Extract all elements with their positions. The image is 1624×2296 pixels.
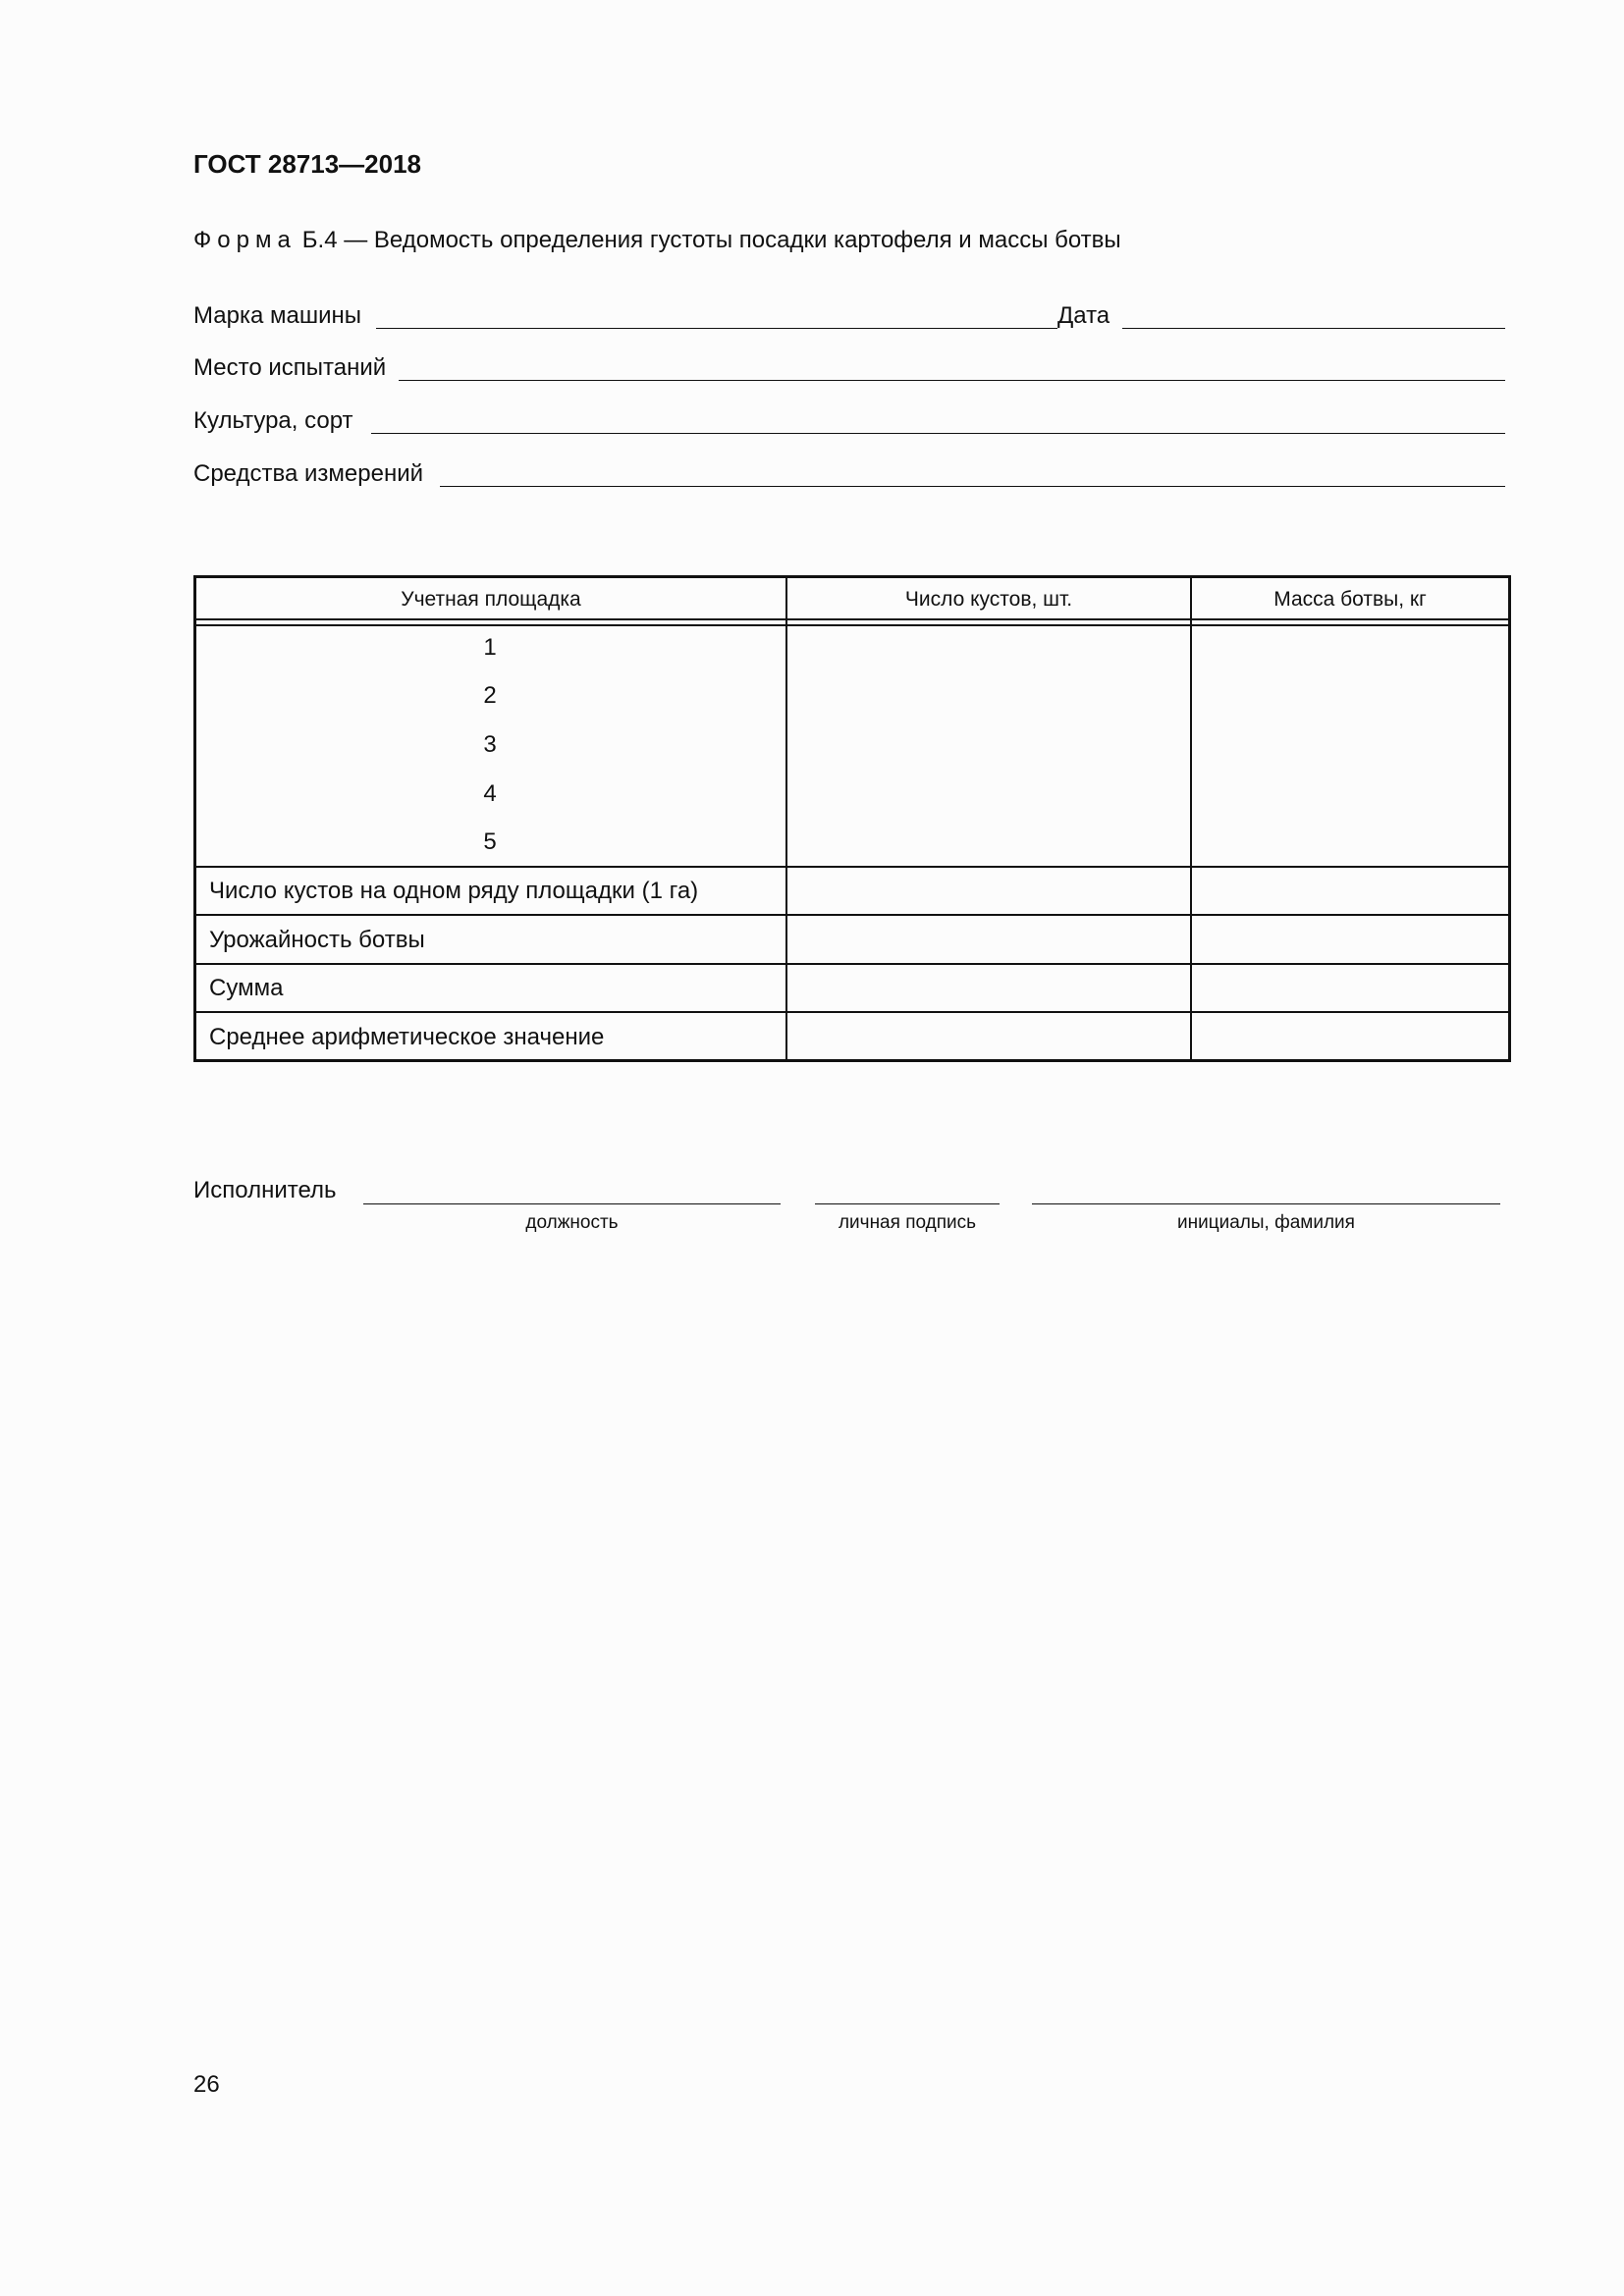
page-number: 26: [193, 2071, 220, 2098]
plot-number: 3: [483, 731, 497, 758]
row-label-bushes-per-row: Число кустов на одном ряду площадки (1 га): [209, 878, 699, 904]
measurement-table: [193, 575, 1511, 1062]
machine-field-line[interactable]: [376, 328, 1057, 329]
plot-number: 5: [483, 828, 497, 855]
executor-label: Исполнитель: [193, 1177, 337, 1203]
document-code: ГОСТ 28713—2018: [193, 149, 421, 179]
position-caption: должность: [525, 1212, 619, 1233]
crop-field-line[interactable]: [371, 433, 1505, 434]
row-label-sum: Сумма: [209, 975, 284, 1001]
crop-label: Культура, сорт: [193, 407, 353, 434]
table-column-divider: [785, 575, 787, 1062]
place-field-line[interactable]: [399, 380, 1505, 381]
name-line[interactable]: [1032, 1203, 1500, 1204]
name-caption: инициалы, фамилия: [1177, 1212, 1355, 1233]
column-header-plot: Учетная площадка: [401, 588, 581, 611]
form-prefix: Форма: [193, 227, 297, 253]
plot-number: 2: [483, 682, 497, 709]
signature-line[interactable]: [815, 1203, 1000, 1204]
row-label-mean: Среднее арифметическое значение: [209, 1024, 605, 1050]
position-line[interactable]: [363, 1203, 781, 1204]
table-row-divider: [193, 1011, 1511, 1013]
column-header-haulm-mass: Масса ботвы, кг: [1273, 588, 1427, 611]
form-title-text: Б.4 — Ведомость определения густоты посадки картофеля и массы ботвы: [301, 227, 1121, 253]
table-header-divider: [193, 624, 1511, 626]
plot-number: 1: [483, 634, 497, 661]
plot-number: 4: [483, 780, 497, 807]
machine-label: Марка машины: [193, 302, 362, 329]
signature-caption: личная подпись: [838, 1212, 977, 1233]
table-row-divider: [193, 914, 1511, 916]
table-row-divider: [193, 963, 1511, 965]
table-column-divider: [1190, 575, 1192, 1062]
row-label-haulm-yield: Урожайность ботвы: [209, 927, 425, 953]
date-field-line[interactable]: [1122, 328, 1505, 329]
form-title: [193, 224, 1121, 257]
table-row-divider: [193, 866, 1511, 868]
table-header-divider: [193, 618, 1511, 620]
instruments-field-line[interactable]: [440, 486, 1505, 487]
place-label: Место испытаний: [193, 354, 387, 381]
instruments-label: Средства измерений: [193, 460, 424, 487]
date-label: Дата: [1057, 302, 1110, 329]
column-header-bush-count: Число кустов, шт.: [904, 588, 1073, 611]
